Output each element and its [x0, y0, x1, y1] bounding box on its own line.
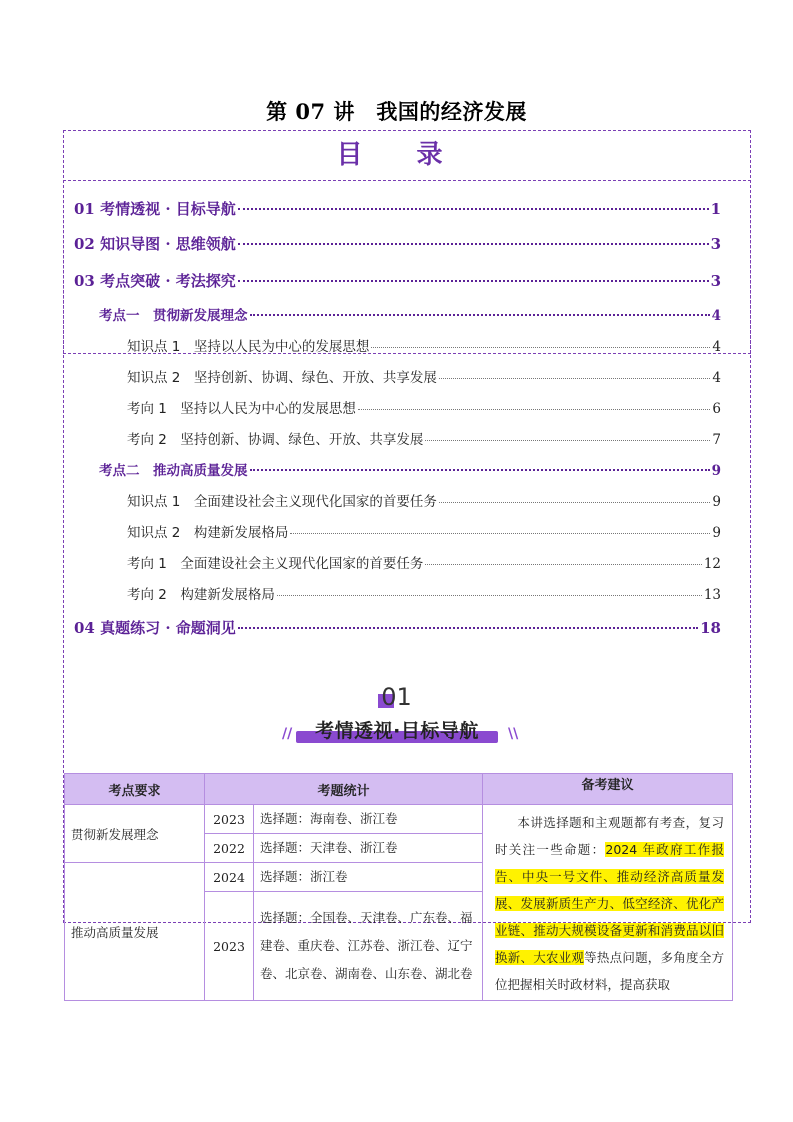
toc-entry-label: 考向 2 坚持创新、协调、绿色、开放、共享发展 — [127, 432, 424, 448]
exam-year: 2022 — [205, 834, 254, 863]
exam-stat: 选择题：海南卷、浙江卷 — [254, 805, 483, 834]
requirement-name: 贯彻新发展理念 — [65, 805, 205, 863]
toc-leader — [250, 314, 710, 316]
toc-heading: 目 录 — [336, 140, 457, 170]
toc-leader — [425, 564, 701, 565]
toc-entry[interactable] — [74, 233, 721, 254]
toc-leader — [425, 440, 710, 441]
toc-leader — [238, 627, 698, 629]
exam-stat: 选择题：全国卷、天津卷、广东卷、福建卷、重庆卷、江苏卷、浙江卷、辽宁卷、北京卷、湖南卷、山东卷、湖北卷 — [254, 892, 483, 1001]
toc-leader — [290, 533, 710, 534]
toc-entry-page: 7 — [712, 432, 721, 448]
toc-entry[interactable] — [74, 198, 721, 219]
toc-entry[interactable] — [127, 366, 721, 386]
toc-leader — [439, 378, 711, 379]
toc-entry-label: 02 知识导图 · 思维领航 — [74, 235, 236, 253]
toc-entry-label: 考向 1 全面建设社会主义现代化国家的首要任务 — [127, 556, 424, 572]
exam-stat: 选择题：浙江卷 — [254, 863, 483, 892]
section-banner — [296, 716, 498, 742]
requirements-table — [64, 773, 733, 1001]
toc-entry[interactable] — [127, 397, 721, 417]
exam-year: 2023 — [205, 805, 254, 834]
toc-entry-page: 4 — [711, 308, 721, 324]
requirement-name: 推动高质量发展 — [65, 863, 205, 1001]
toc-entry-page: 4 — [712, 339, 721, 355]
toc-entry-label: 03 考点突破 · 考法探究 — [74, 272, 236, 290]
toc-leader — [371, 347, 710, 348]
toc-entry-page: 3 — [710, 235, 721, 253]
exam-stat: 选择题：天津卷、浙江卷 — [254, 834, 483, 863]
toc-entry-label: 知识点 2 坚持创新、协调、绿色、开放、共享发展 — [127, 370, 437, 386]
toc-entry-page: 12 — [703, 556, 721, 572]
section-number: 01 — [381, 683, 412, 711]
section-left-mark: // — [282, 726, 293, 742]
toc-entry-label: 知识点 2 构建新发展格局 — [127, 525, 289, 541]
toc-leader — [439, 502, 711, 503]
toc-entry-page: 3 — [710, 272, 721, 290]
advice-text — [483, 805, 732, 998]
toc-leader — [277, 595, 702, 596]
toc-entry-label: 知识点 1 全面建设社会主义现代化国家的首要任务 — [127, 494, 437, 510]
toc-entry[interactable] — [74, 270, 721, 291]
toc-leader — [250, 469, 710, 471]
toc-entry[interactable] — [127, 490, 721, 510]
toc-leader — [238, 208, 709, 210]
toc-leader — [238, 243, 709, 245]
lecture-title: 第 07 讲 我国的经济发展 — [266, 99, 527, 124]
header-requirement: 考点要求 — [65, 774, 205, 805]
toc-entry-page: 9 — [711, 463, 721, 479]
toc-leader — [358, 409, 711, 410]
toc-entry[interactable] — [127, 521, 721, 541]
advice-intro: 本讲选择题和主观题都有考查，复习时关注一些命题： — [495, 815, 724, 857]
toc-entry-label: 考点一 贯彻新发展理念 — [99, 308, 248, 324]
advice-highlight: 2024 年政府工作报告、中央一号文件、推动经济高质量发展、发展新质生产力、低空经济、优化产业链、推动大规模设备更新和消费品以旧换新、大农业观 — [495, 842, 724, 965]
toc-entry-page: 9 — [712, 494, 721, 510]
toc-entry[interactable] — [127, 583, 721, 603]
toc-entry-label: 考向 2 构建新发展格局 — [127, 587, 275, 603]
header-statistics: 考题统计 — [205, 774, 483, 805]
table-row — [65, 805, 733, 834]
toc-entry[interactable] — [99, 459, 721, 479]
exam-year: 2023 — [205, 892, 254, 1001]
toc-entry-page: 18 — [700, 619, 721, 637]
toc-entry-label: 考点二 推动高质量发展 — [99, 463, 248, 479]
advice-outro: 等热点问题，多角度全方位把握相关时政材料，提高获取 — [495, 950, 724, 992]
exam-year: 2024 — [205, 863, 254, 892]
toc-entry-label: 考向 1 坚持以人民为中心的发展思想 — [127, 401, 356, 417]
toc-entry-page: 4 — [712, 370, 721, 386]
toc-entry[interactable] — [99, 304, 721, 324]
table-header-row — [65, 774, 733, 805]
toc-entry[interactable] — [74, 617, 721, 638]
toc-entry-label: 知识点 1 坚持以人民为中心的发展思想 — [127, 339, 370, 355]
toc-entry-page: 6 — [712, 401, 721, 417]
toc-entry[interactable] — [127, 552, 721, 572]
section-title: 考情透视·目标导航 — [315, 720, 479, 742]
toc-entry-page: 13 — [703, 587, 721, 603]
toc-entry-page: 1 — [710, 200, 721, 218]
header-advice: 备考建议 — [483, 774, 733, 805]
toc-entry[interactable] — [127, 428, 721, 448]
toc-entry[interactable] — [127, 335, 721, 355]
toc-leader — [238, 280, 709, 282]
toc-entry-label: 04 真题练习 · 命题洞见 — [74, 619, 236, 637]
advice-cell — [483, 805, 733, 1001]
toc-entry-page: 9 — [712, 525, 721, 541]
section-right-mark: \\ — [508, 726, 519, 742]
toc-entry-label: 01 考情透视 · 目标导航 — [74, 200, 236, 218]
